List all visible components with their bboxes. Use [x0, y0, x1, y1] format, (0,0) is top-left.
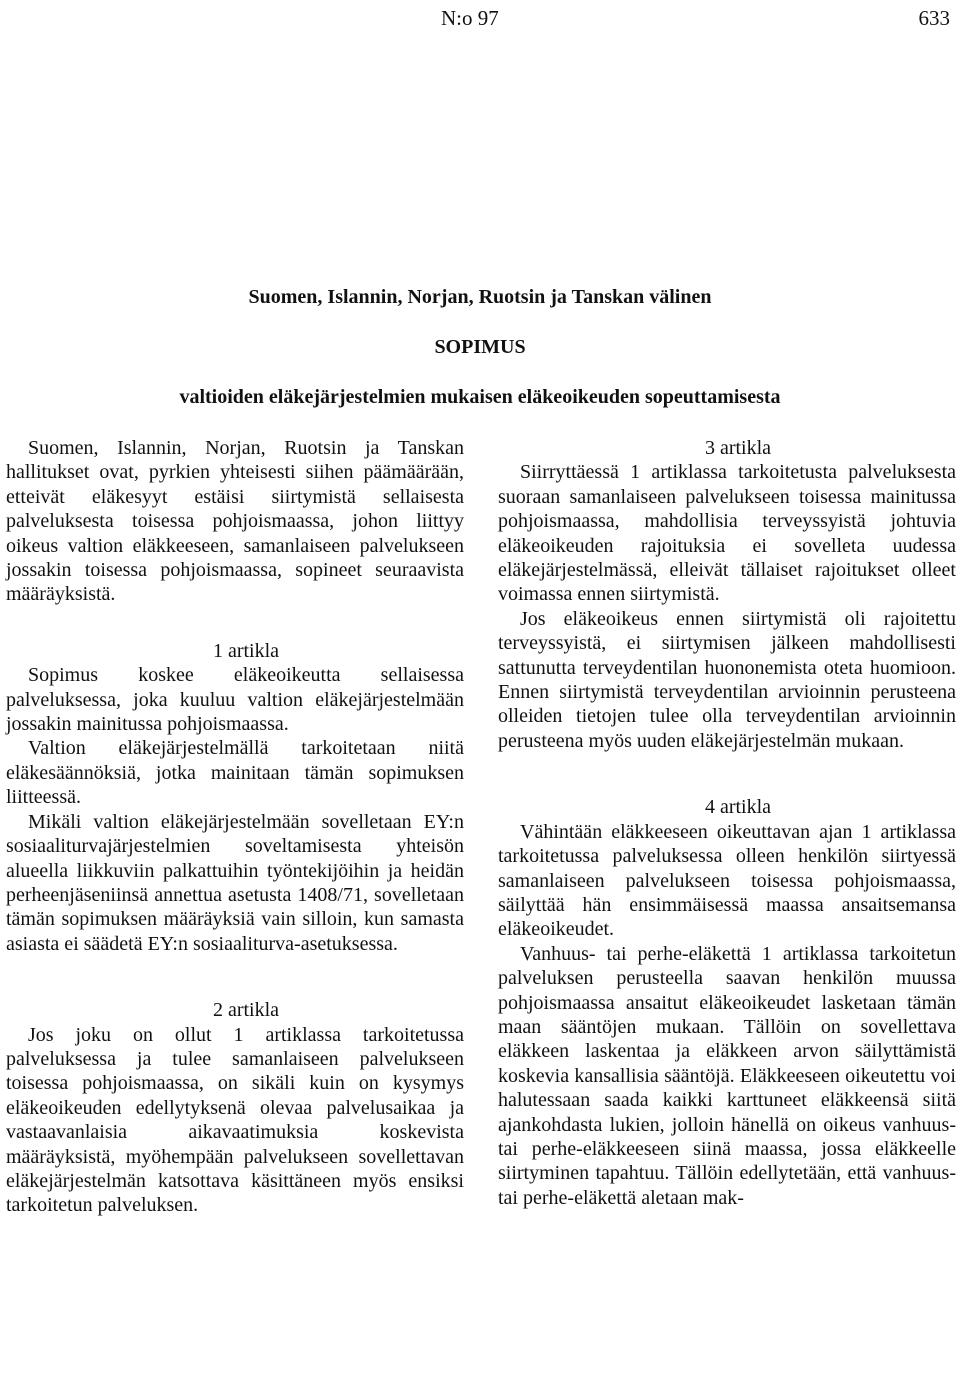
article-1-paragraph: Mikäli valtion eläkejärjestelmään sovelletaan EY:n sosiaaliturvajärjestelmien soveltamisesta yhteisön alueella liikkuviin palkattuihin työntekijöihin ja heidän perheenjäseniinsä annettua asetusta 1408/71, sovelletaan tämän sopimuksen määräyksiä vain silloin, kun samasta asiasta ei säädetä EY:n sosiaaliturva-asetuksessa.: [6, 810, 464, 955]
article-3-heading: 3 artikla: [704, 437, 772, 459]
title-line-agreement: SOPIMUS: [434, 336, 526, 358]
article-1-paragraph: Valtion eläkejärjestelmällä tarkoitetaan niitä eläkesäännöksiä, jotka mainitaan tämän sopimuksen liitteessä.: [6, 737, 464, 809]
issue-number: N:o 97: [441, 6, 499, 30]
article-2-paragraph: Jos joku on ollut 1 artiklassa tarkoitetussa palveluksessa ja tulee samanlaiseen palvelukseen toisessa pohjoismaassa, on sikäli kuin on kysymys eläkeoikeuden edellytyksenä olevaa palvelusaikaa ja vastaavanlaisia aikavaatimuksia koskevista määräyksistä, myöhempään palvelukseen sovellettavan eläkejärjestelmän katsottava käsittäneen myös ensiksi tarkoitetun palveluksen.: [6, 1023, 464, 1217]
article-4-heading: 4 artikla: [704, 796, 772, 819]
article-2-heading: 2 artikla: [212, 999, 280, 1022]
article-1-heading: 1 artikla: [212, 639, 280, 662]
article-4-paragraph: Vanhuus- tai perhe-eläkettä 1 artiklassa tarkoitetun palveluksen perusteella saavan henkilön muussa pohjoismaassa ansaitut eläkeoikeudet lasketaan tämän maan sääntöjen mukaan. Tällöin on sovellettava eläkkeen laskentaa ja eläkkeen arvon säilyttämistä koskevia kansallisia sääntöjä. Eläkkeeseen oikeutettu voi halutessaan saada kaikki karttuneet eläkkeensä siitä ajankohdasta lukien, jolloin hänellä on oikeus vanhuus- tai perhe-eläkkeeseen siinä maassa, jossa eläkkeelle siirtyminen tapahtuu. Tällöin edellytetään, että vanhuus- tai perhe-eläkettä aletaan mak-: [498, 942, 956, 1209]
page-header: [0, 6, 960, 36]
page-number: 633: [918, 6, 950, 30]
article-3-paragraph: Jos eläkeoikeus ennen siirtymistä oli rajoitettu terveyssyistä, ei siirtymisen jälkeen mahdollisesti sattunutta terveydentilan huononemista oteta huomioon. Ennen siirtymistä terveydentilan arvioinnin perusteena olleiden tietojen tulee olla terveydentilan arvioinnin perusteena myös uuden eläkejärjestelmän mukaan.: [498, 607, 956, 752]
article-3-paragraph: Siirryttäessä 1 artiklassa tarkoitetusta palveluksesta suoraan samanlaiseen palvelukseen toisessa mainitussa pohjoismaassa, mahdollisia terveyssyistä johtuvia eläkeoikeuden rajoituksia ei sovelleta uudessa eläkejärjestelmässä, elleivät tällaiset rajoitukset olleet voimassa ennen siirtymistä.: [498, 461, 956, 606]
preamble-paragraph: Suomen, Islannin, Norjan, Ruotsin ja Tanskan hallitukset ovat, pyrkien yhteisesti siihen päämäärään, etteivät eläkesyyt estäisi siirtymistä sellaisesta palveluksesta toisessa pohjoismaassa, johon liittyy oikeus valtion eläkkeeseen, samanlaiseen palvelukseen jossakin toisessa pohjoismaassa, sopineet seuraavista määräyksistä.: [6, 437, 464, 606]
article-1-paragraph: Sopimus koskee eläkeoikeutta sellaisessa palveluksessa, joka kuuluu valtion eläkejärjestelmään jossakin mainitussa pohjoismaassa.: [6, 664, 464, 736]
title-line-subject: valtioiden eläkejärjestelmien mukaisen eläkeoikeuden sopeuttamisesta: [179, 386, 781, 408]
left-column: [6, 436, 464, 1218]
title-line-parties: Suomen, Islannin, Norjan, Ruotsin ja Tanskan välinen: [248, 286, 712, 308]
right-column: [498, 436, 956, 1210]
article-4-paragraph: Vähintään eläkkeeseen oikeuttavan ajan 1 artiklassa tarkoitetussa palveluksessa olleen henkilön siirtyessä samanlaiseen palvelukseen toisessa pohjoismaassa, säilyttää hän ensimmäisessä maassa ansaitsemansa eläkeoikeudet.: [498, 820, 956, 941]
